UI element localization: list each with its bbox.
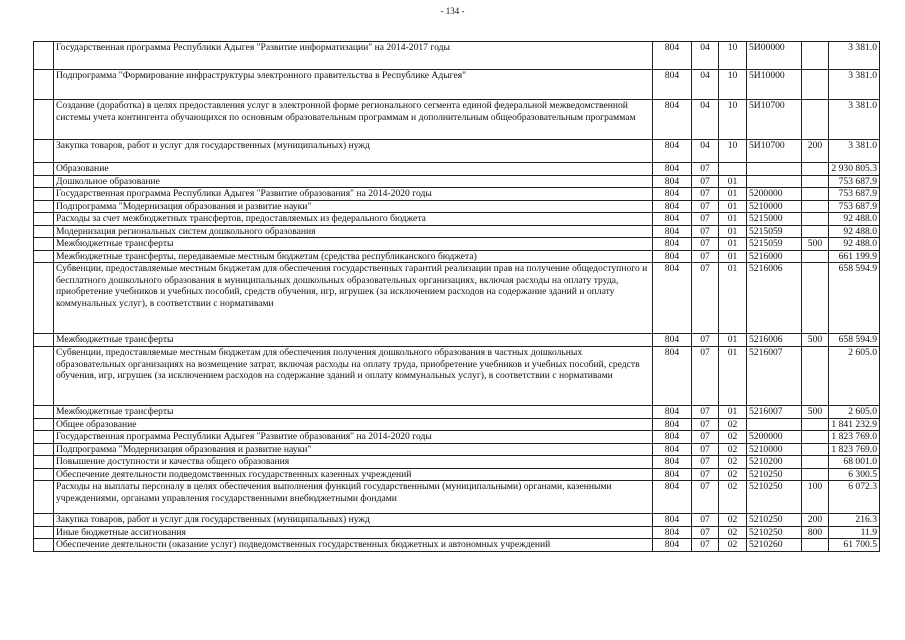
ved-code-cell: 804 — [653, 481, 692, 514]
amount-cell: 3 381.0 — [829, 70, 880, 100]
target-article-code-cell: 5210260 — [747, 539, 802, 552]
table-row — [34, 225, 880, 238]
section-code-cell: 04 — [692, 70, 719, 100]
row-name-cell: Иные бюджетные ассигнования — [54, 526, 653, 539]
row-name-cell: Обеспечение деятельности подведомственных государственных казенных учреждений — [54, 468, 653, 481]
subsection-code-cell: 01 — [719, 200, 747, 213]
subsection-code-cell — [719, 163, 747, 176]
row-margin-cell — [34, 431, 54, 444]
expense-type-code-cell — [802, 163, 829, 176]
amount-cell: 6 072.3 — [829, 481, 880, 514]
target-article-code-cell: 5210000 — [747, 200, 802, 213]
table-row — [34, 456, 880, 469]
row-name-cell: Расходы за счет межбюджетных трансфертов, предоставляемых из федерального бюджета — [54, 213, 653, 226]
target-article-code-cell — [747, 175, 802, 188]
expense-type-code-cell: 800 — [802, 526, 829, 539]
row-name-cell: Межбюджетные трансферты — [54, 334, 653, 347]
expense-type-code-cell — [802, 443, 829, 456]
row-name-cell: Субвенции, предоставляемые местным бюджетам для обеспечения государственных гарантий реализации прав на получение общедоступного и бесплатного дошкольного образования в муниципальных дошкольных образовательных организациях, включая расходы на оплату труда, приобретение учебников и учебных пособий, средств обучения, игр, игрушек (за исключением расходов на содержание зданий и оплату коммунальных услуг), в соответствии с нормативами — [54, 263, 653, 334]
subsection-code-cell: 02 — [719, 526, 747, 539]
expense-type-code-cell — [802, 225, 829, 238]
expense-type-code-cell — [802, 431, 829, 444]
target-article-code-cell — [747, 163, 802, 176]
amount-cell: 92 488.0 — [829, 213, 880, 226]
amount-cell: 3 381.0 — [829, 140, 880, 163]
row-margin-cell — [34, 140, 54, 163]
target-article-code-cell — [747, 418, 802, 431]
subsection-code-cell: 01 — [719, 250, 747, 263]
amount-cell: 2 605.0 — [829, 347, 880, 406]
section-code-cell: 04 — [692, 42, 719, 70]
target-article-code-cell: 5210250 — [747, 481, 802, 514]
table-row — [34, 526, 880, 539]
row-margin-cell — [34, 263, 54, 334]
row-name-cell: Подпрограмма "Модернизация образования и развитие науки" — [54, 200, 653, 213]
expense-type-code-cell — [802, 175, 829, 188]
row-name-cell: Государственная программа Республики Адыгея "Развитие образования" на 2014-2020 годы — [54, 188, 653, 201]
table-row — [34, 250, 880, 263]
ved-code-cell: 804 — [653, 213, 692, 226]
section-code-cell: 07 — [692, 238, 719, 251]
ved-code-cell: 804 — [653, 431, 692, 444]
ved-code-cell: 804 — [653, 225, 692, 238]
subsection-code-cell: 01 — [719, 175, 747, 188]
target-article-code-cell: 5216006 — [747, 263, 802, 334]
table-row — [34, 334, 880, 347]
subsection-code-cell: 01 — [719, 263, 747, 334]
page-number: - 134 - — [440, 6, 465, 16]
amount-cell: 1 841 232.9 — [829, 418, 880, 431]
subsection-code-cell: 01 — [719, 188, 747, 201]
row-name-cell: Государственная программа Республики Адыгея "Развитие образования" на 2014-2020 годы — [54, 431, 653, 444]
row-name-cell: Дошкольное образование — [54, 175, 653, 188]
row-margin-cell — [34, 250, 54, 263]
target-article-code-cell: 5210200 — [747, 456, 802, 469]
table-row — [34, 481, 880, 514]
row-name-cell: Государственная программа Республики Адыгея "Развитие информатизации" на 2014-2017 годы — [54, 42, 653, 70]
ved-code-cell: 804 — [653, 175, 692, 188]
ved-code-cell: 804 — [653, 347, 692, 406]
expense-type-code-cell: 500 — [802, 238, 829, 251]
ved-code-cell: 804 — [653, 140, 692, 163]
subsection-code-cell: 02 — [719, 456, 747, 469]
section-code-cell: 07 — [692, 347, 719, 406]
table-row — [34, 347, 880, 406]
target-article-code-cell: 5215059 — [747, 225, 802, 238]
expense-type-code-cell — [802, 263, 829, 334]
ved-code-cell: 804 — [653, 406, 692, 419]
amount-cell: 1 823 769.0 — [829, 443, 880, 456]
section-code-cell: 07 — [692, 431, 719, 444]
table-row — [34, 238, 880, 251]
target-article-code-cell: 5210250 — [747, 468, 802, 481]
amount-cell: 753 687.9 — [829, 175, 880, 188]
row-name-cell: Повышение доступности и качества общего образования — [54, 456, 653, 469]
table-row — [34, 70, 880, 100]
section-code-cell: 07 — [692, 539, 719, 552]
subsection-code-cell: 01 — [719, 334, 747, 347]
table-row — [34, 468, 880, 481]
ved-code-cell: 804 — [653, 468, 692, 481]
row-name-cell: Закупка товаров, работ и услуг для государственных (муниципальных) нужд — [54, 514, 653, 527]
target-article-code-cell: 5215000 — [747, 213, 802, 226]
subsection-code-cell: 10 — [719, 70, 747, 100]
expense-type-code-cell — [802, 188, 829, 201]
ved-code-cell: 804 — [653, 539, 692, 552]
expense-type-code-cell — [802, 468, 829, 481]
row-name-cell: Закупка товаров, работ и услуг для государственных (муниципальных) нужд — [54, 140, 653, 163]
ved-code-cell: 804 — [653, 514, 692, 527]
row-name-cell: Расходы на выплаты персоналу в целях обеспечения выполнения функций государственными (муниципальными) органами, казенными учреждениями, органами управления государственными внебюджетными фондами — [54, 481, 653, 514]
budget-table — [33, 41, 880, 552]
ved-code-cell: 804 — [653, 238, 692, 251]
target-article-code-cell: 5210000 — [747, 443, 802, 456]
ved-code-cell: 804 — [653, 456, 692, 469]
amount-cell: 753 687.9 — [829, 188, 880, 201]
table-row — [34, 163, 880, 176]
ved-code-cell: 804 — [653, 188, 692, 201]
amount-cell: 3 381.0 — [829, 100, 880, 140]
table-row — [34, 539, 880, 552]
ved-code-cell: 804 — [653, 200, 692, 213]
ved-code-cell: 804 — [653, 443, 692, 456]
target-article-code-cell: 5216007 — [747, 347, 802, 406]
amount-cell: 11.9 — [829, 526, 880, 539]
subsection-code-cell: 02 — [719, 539, 747, 552]
ved-code-cell: 804 — [653, 263, 692, 334]
expense-type-code-cell — [802, 200, 829, 213]
table-row — [34, 100, 880, 140]
section-code-cell: 07 — [692, 418, 719, 431]
row-margin-cell — [34, 70, 54, 100]
section-code-cell: 07 — [692, 225, 719, 238]
expense-type-code-cell — [802, 213, 829, 226]
subsection-code-cell: 02 — [719, 431, 747, 444]
table-row — [34, 175, 880, 188]
table-row — [34, 200, 880, 213]
subsection-code-cell: 10 — [719, 42, 747, 70]
subsection-code-cell: 01 — [719, 347, 747, 406]
table-row — [34, 431, 880, 444]
amount-cell: 1 823 769.0 — [829, 431, 880, 444]
section-code-cell: 07 — [692, 406, 719, 419]
subsection-code-cell: 01 — [719, 238, 747, 251]
row-name-cell: Субвенции, предоставляемые местным бюджетам для обеспечения получения дошкольного образования в частных дошкольных образовательных организациях на возмещение затрат, включая расходы на оплату труда, приобретение учебников и учебных пособий, средств обучения, игр, игрушек (за исключением расходов на содержание зданий и оплату коммунальных услуг), в соответствии с нормативами — [54, 347, 653, 406]
amount-cell: 658 594.9 — [829, 334, 880, 347]
section-code-cell: 04 — [692, 100, 719, 140]
target-article-code-cell: 5216006 — [747, 334, 802, 347]
row-margin-cell — [34, 418, 54, 431]
target-article-code-cell: 5И00000 — [747, 42, 802, 70]
target-article-code-cell: 5210250 — [747, 514, 802, 527]
expense-type-code-cell — [802, 42, 829, 70]
target-article-code-cell: 5200000 — [747, 431, 802, 444]
row-margin-cell — [34, 443, 54, 456]
section-code-cell: 07 — [692, 263, 719, 334]
budget-table-body — [34, 42, 880, 552]
section-code-cell: 07 — [692, 163, 719, 176]
row-margin-cell — [34, 238, 54, 251]
row-name-cell: Межбюджетные трансферты, передаваемые местным бюджетам (средства республиканского бюджета) — [54, 250, 653, 263]
amount-cell: 658 594.9 — [829, 263, 880, 334]
row-name-cell: Подпрограмма "Формирование инфраструктуры электронного правительства в Республике Адыгея" — [54, 70, 653, 100]
amount-cell: 6 300.5 — [829, 468, 880, 481]
row-margin-cell — [34, 481, 54, 514]
target-article-code-cell: 5И10700 — [747, 140, 802, 163]
expense-type-code-cell: 500 — [802, 334, 829, 347]
row-name-cell: Подпрограмма "Модернизация образования и развитие науки" — [54, 443, 653, 456]
table-row — [34, 418, 880, 431]
row-margin-cell — [34, 175, 54, 188]
row-name-cell: Межбюджетные трансферты — [54, 406, 653, 419]
row-name-cell: Общее образование — [54, 418, 653, 431]
subsection-code-cell: 01 — [719, 225, 747, 238]
ved-code-cell: 804 — [653, 526, 692, 539]
row-name-cell: Обеспечение деятельности (оказание услуг) подведомственных государственных бюджетных и автономных учреждений — [54, 539, 653, 552]
expense-type-code-cell — [802, 100, 829, 140]
expense-type-code-cell: 500 — [802, 406, 829, 419]
ved-code-cell: 804 — [653, 250, 692, 263]
ved-code-cell: 804 — [653, 42, 692, 70]
row-margin-cell — [34, 539, 54, 552]
table-row — [34, 188, 880, 201]
section-code-cell: 07 — [692, 200, 719, 213]
ved-code-cell: 804 — [653, 163, 692, 176]
ved-code-cell: 804 — [653, 334, 692, 347]
section-code-cell: 07 — [692, 334, 719, 347]
target-article-code-cell: 5210250 — [747, 526, 802, 539]
section-code-cell: 07 — [692, 188, 719, 201]
amount-cell: 3 381.0 — [829, 42, 880, 70]
ved-code-cell: 804 — [653, 70, 692, 100]
expense-type-code-cell — [802, 347, 829, 406]
table-row — [34, 213, 880, 226]
section-code-cell: 07 — [692, 213, 719, 226]
expense-type-code-cell — [802, 418, 829, 431]
table-row — [34, 443, 880, 456]
section-code-cell: 07 — [692, 175, 719, 188]
expense-type-code-cell: 200 — [802, 514, 829, 527]
target-article-code-cell: 5200000 — [747, 188, 802, 201]
row-margin-cell — [34, 200, 54, 213]
subsection-code-cell: 02 — [719, 481, 747, 514]
table-row — [34, 263, 880, 334]
section-code-cell: 07 — [692, 456, 719, 469]
expense-type-code-cell — [802, 70, 829, 100]
row-margin-cell — [34, 188, 54, 201]
ved-code-cell: 804 — [653, 418, 692, 431]
row-margin-cell — [34, 468, 54, 481]
row-name-cell: Создание (доработка) в целях предоставления услуг в электронной форме регионального сегмента единой федеральной межведомственной системы учета контингента обучающихся по основным образовательным программам и дополнительным общеобразовательным программам — [54, 100, 653, 140]
ved-code-cell: 804 — [653, 100, 692, 140]
target-article-code-cell: 5И10000 — [747, 70, 802, 100]
row-margin-cell — [34, 334, 54, 347]
subsection-code-cell: 02 — [719, 418, 747, 431]
subsection-code-cell: 02 — [719, 443, 747, 456]
subsection-code-cell: 02 — [719, 514, 747, 527]
subsection-code-cell: 02 — [719, 468, 747, 481]
amount-cell: 661 199.9 — [829, 250, 880, 263]
expense-type-code-cell: 100 — [802, 481, 829, 514]
amount-cell: 2 930 805.3 — [829, 163, 880, 176]
amount-cell: 216.3 — [829, 514, 880, 527]
subsection-code-cell: 10 — [719, 140, 747, 163]
amount-cell: 92 488.0 — [829, 238, 880, 251]
section-code-cell: 07 — [692, 526, 719, 539]
table-row — [34, 406, 880, 419]
row-margin-cell — [34, 347, 54, 406]
expense-type-code-cell — [802, 539, 829, 552]
target-article-code-cell: 5215059 — [747, 238, 802, 251]
subsection-code-cell: 01 — [719, 213, 747, 226]
amount-cell: 61 700.5 — [829, 539, 880, 552]
amount-cell: 2 605.0 — [829, 406, 880, 419]
row-margin-cell — [34, 514, 54, 527]
row-margin-cell — [34, 225, 54, 238]
target-article-code-cell: 5И10700 — [747, 100, 802, 140]
section-code-cell: 07 — [692, 481, 719, 514]
section-code-cell: 04 — [692, 140, 719, 163]
row-margin-cell — [34, 42, 54, 70]
row-margin-cell — [34, 406, 54, 419]
section-code-cell: 07 — [692, 468, 719, 481]
row-margin-cell — [34, 213, 54, 226]
section-code-cell: 07 — [692, 443, 719, 456]
expense-type-code-cell — [802, 456, 829, 469]
row-name-cell: Образование — [54, 163, 653, 176]
table-row — [34, 140, 880, 163]
subsection-code-cell: 01 — [719, 406, 747, 419]
section-code-cell: 07 — [692, 514, 719, 527]
expense-type-code-cell — [802, 250, 829, 263]
row-margin-cell — [34, 100, 54, 140]
table-row — [34, 514, 880, 527]
row-name-cell: Межбюджетные трансферты — [54, 238, 653, 251]
amount-cell: 92 488.0 — [829, 225, 880, 238]
table-row — [34, 42, 880, 70]
expense-type-code-cell: 200 — [802, 140, 829, 163]
section-code-cell: 07 — [692, 250, 719, 263]
target-article-code-cell: 5216007 — [747, 406, 802, 419]
row-margin-cell — [34, 526, 54, 539]
row-margin-cell — [34, 163, 54, 176]
row-name-cell: Модернизация региональных систем дошкольного образования — [54, 225, 653, 238]
amount-cell: 68 001.0 — [829, 456, 880, 469]
subsection-code-cell: 10 — [719, 100, 747, 140]
row-margin-cell — [34, 456, 54, 469]
target-article-code-cell: 5216000 — [747, 250, 802, 263]
amount-cell: 753 687.9 — [829, 200, 880, 213]
